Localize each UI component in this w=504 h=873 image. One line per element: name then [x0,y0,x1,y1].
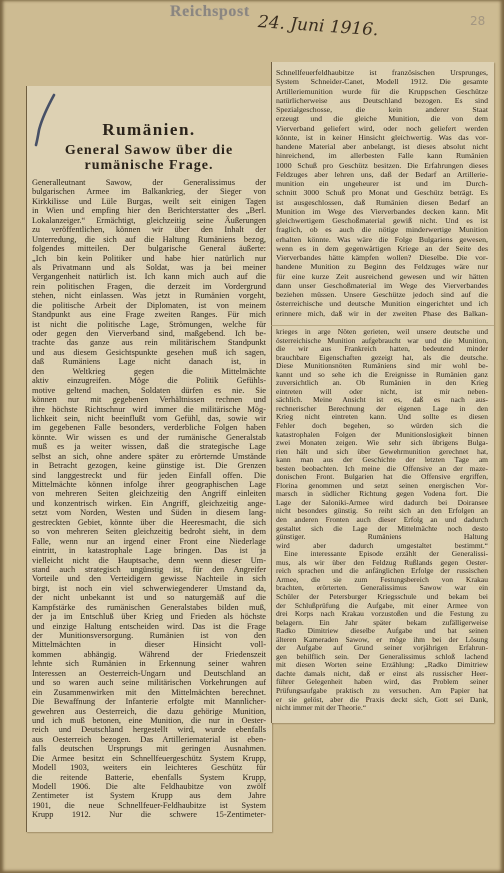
article-text-line: und konzentrisch wirken. Ein Angriff, gleichzeitig ange- [32,498,266,508]
article-text-line: können nur mit gegebenen Verhältnissen rechnen und [32,395,266,405]
article-text-line: vielleicht nicht die Hauptsache, denn wenn dieser Um- [32,555,266,565]
article-text-line: 1000 Schuß pro Geschütz besitzen. Die Erfahrungen dieses [276,160,488,170]
article-text-line: Modell 1903, weiters ein leichteres Geschütz für [32,763,266,773]
article-text-line: österreichische und deutsche Munition eingerichtet und ich [276,299,488,309]
article-text-line: Krupp 1912. Nur die schwere 15-Zentimeter- [32,810,266,820]
article-text-line: lehnte sich Rumänien in Erkennung seiner wahren [32,659,266,669]
article-text-line: fraglich, ob es auch die nötige minderwertige Munition [276,225,488,235]
article-text-line: bulgarischen Armee im Balkankrieg, der Sieger von [32,187,266,197]
article-text-line: er sie gelöst, aber die Praxis deckt sich, Gott sei Dank, [276,695,488,704]
article-text-line: krieges in arge Nöten gerieten, weil unsere deutsche und [276,328,488,336]
newspaper-masthead-stamp: Reichspost [170,3,250,20]
article-text-line: Kampfstärke des rumänischen Generalstabes bilden muß, [32,602,266,612]
article-text-line: Feldzuges aber lehren uns, daß der Bedarf an Artillerie- [276,169,488,179]
article-text-line: österreichische Munition aufgebraucht war und die Munition, [276,336,488,345]
article-title: Rumänien. [102,120,196,139]
article-text-line: in Wien und empfing hier den Berichterstatter des „Berl. [32,206,266,216]
article-text-line: falls deutschen Ursprungs mit geringen Ausnahmen. [32,744,266,754]
article-text-line: in Betracht gezogen, keine günstige ist. Die Grenzen [32,461,266,471]
article-text-line: katastrophalen Folgen der Munitionslosigkeit binnen [276,430,488,439]
article-text-line: natürlicherweise aus Deutschland bezogen. Es sind [276,95,488,105]
article-text-line: erinnere mich, daß wir in der zweiten Phase des Balkan- [276,308,488,318]
article-text-line: wenn es in dem gegenwärtigen Kriege an der Seite des [276,243,488,253]
article-text-line: Lage der Saloniki-Armee wird dadurch bei Doiransee [276,498,488,507]
article-text-line: Vierverbandes hätte kämpfen wollen? Dieselbe. Die vor- [276,253,488,262]
article-text-line: lichkeit sein, nicht beeinflußt vom Gefühl, das, sowie wir [32,413,266,423]
article-text-line: daß Rumäniens Lage nicht danach ist, in [32,357,266,367]
article-text-line: „Ich bin kein Politiker und habe hier natürlich nur [32,253,266,263]
article-text-line: Unterredung, die sich auf die Haltung Rumäniens bezog, [32,234,266,244]
article-text-line: belagern. Ein Jahr später bekam zufälligerweise [276,618,488,627]
article-text-line: gestaltet sich die Lage der Mittelmächte noch desto [276,524,488,533]
article-text-line: der Munitionsversorgung. Rumänien ist von den [32,631,266,640]
article-text-line: mus, als wir über den Feldzug Rußlands gegen Oester- [276,558,488,567]
article-text-line: eintritt, in katastrophale Lage bringen. Das ist ja [32,546,266,556]
article-text-line: Falle, wenn nur an irgend einer Front eine Niederlage [32,536,266,546]
article-text-line: Lokalanzeiger.“ Ermächtigt, gleichzeitig seine Äußerungen [32,215,266,225]
article-text-line: Eine interessante Episode erzählt der Generalissi- [284,550,488,559]
article-text-line: der ja im Entschluß über Krieg und Frieden als höchste [32,612,266,622]
article-text-line: gen behilflich sein. Der Generalissimus schloß lachend [276,652,488,661]
article-text-line: stehen, nicht einlassen. Was jetzt in Rumänien vorgeht, [32,291,266,301]
article-text-line: brachten, erörterten. Generalissimus Sawow war ein [276,584,488,593]
article-text-line: Mittelmächten in dieser Hinsicht voll- [32,640,266,650]
article-text-line: den anderen Fronten auch dieser Erfolg an und dadurch [276,516,488,525]
article-text-line: zuversichtlich an. Ob Rumänien in den Krieg [276,379,488,388]
article-text-line: eintreten will oder nicht, ist mir neben- [276,387,488,396]
article-text-line: motive geltend machen, Soldaten dürfen es nie. Sie [32,385,266,395]
article-text-line: günstiger. Rumäniens Haltung [276,533,488,542]
article-text-line: führer Gelegenheit haben wird, das Problem seiner [276,678,488,687]
article-text-line: von mehreren Seiten gleichzeitig den Angriff einleiten [32,489,266,499]
article-text-line: reich sprachen und die anfänglichen Erfolge der russischen [276,567,488,576]
handwritten-date: 24. Juni 1916. [257,12,380,41]
article-text-line: Die Bewaffnung der Infanterie erfolgte mit Mannlicher- [32,697,266,707]
article-text-line: trachte das ganze aus rein militärischem Standpunkt [32,338,266,348]
article-text-line: rechnerischer Berechnung der eigenen Lage in den [276,404,488,413]
article-column-3 [276,328,488,713]
article-text-line: oder gegen den Vierverband sind, maßgebend. Ich be- [32,329,266,338]
article-column-1 [32,178,266,820]
article-text-line: im gegebenen Falle besonders, verderbliche Folgen haben [32,423,266,433]
article-text-line: reich und Deutschland hergestellt wird, wurde ebenfalls [32,725,266,735]
article-text-line: besten beobachten. Ich meine die Offensive an der maze- [276,464,488,473]
article-text-line: munition ein ungeheurer ist und im Durch- [276,179,488,188]
article-text-line: kommen abhängig. Während der Friedenszeit [32,649,266,659]
article-text-line: die wir aus Frankreich hatten, bedeutend minder [276,345,488,354]
article-text-line: so von mehreren Seiten gleichzeitig bedroht sieht, in dem [32,527,266,537]
article-text-line: brauchbare Eigenschaften gezeigt hat, als die deutsche. [276,353,488,362]
article-text-line: System Schneider-Canet, Modell 1912. Die gesamte [276,77,488,87]
page-number: 28 [470,14,486,28]
article-text-line: Artilleriemunition wurde für die Kruppschen Geschütze [276,86,488,96]
article-text-line: zwei Monaten zeigen. Wie sehr sich übrigens Bulga- [276,439,488,448]
article-column-2 [276,68,488,318]
article-text-line: Prüfungsaufgabe praktisch zu versuchen. Am Papier hat [276,686,488,695]
article-text-line: Modell 1906. Die alte Feldhaubitze von zwölf [32,782,266,791]
article-text-line: donischen Front. Bulgarien hat die Offensive ergriffen, [276,473,488,482]
article-subtitle: General Sawow über die [64,143,234,158]
article-text-line: sind langgestreckt und für jeden Einfall offen. Die [32,470,266,480]
article-text-line: dachte damals nicht, daß er einst als russischer Heer- [276,669,488,678]
article-text-line: ein Zusammenwirken mit den Mittelmächten berechnet. [32,687,266,697]
article-text-line: die reitende Batterie, ebenfalls System Krupp, [32,772,266,782]
article-text-line: rien hält und sich über Gewehrmunition gerechnet hat, [276,447,488,456]
article-text-line: Fehler doch begehen, so würden sich die [276,422,488,431]
article-text-line: Mittelmächte können infolge ihrer geographischen Lage [32,480,266,489]
article-text-line: stand auch strategisch ungünstig ist, für den Angreifer [32,564,266,574]
article-text-line: nicht immer mit der Theorie.“ [276,704,367,713]
article-text-line: erhalten könnte. Was wäre die Folge Bulgariens gewesen, [276,234,488,244]
article-text-line: marsch in südlicher Richtung gegen Vodena fort. Die [276,490,488,499]
article-text-line: gleichwertigem Geschoßmaterial gewiß nicht. Und es ist [276,216,488,225]
article-text-line: beziehen müssen. Unsere Geschütze jedoch sind auf die [276,290,488,299]
article-text-line: der Aufgabe auf Grund seiner vorjährigen Erfahrun- [276,644,488,653]
article-text-line: den Weltkrieg gegen die Mittelmächte [32,366,266,376]
article-text-line: und ich muß betonen, eine Munition, die nur in Oester- [32,715,266,725]
article-text-line: älteren Kameraden Sawow, er möge ihm bei der Lösung [276,635,488,644]
article-text-line: wird aber dadurch umgestaltet bestimmt.“ [276,541,488,550]
article-text-line: als Privatmann und als Soldat, was ja bei meiner [32,262,266,272]
article-text-line: Spezialgeschosse, die kein anderer Staat [276,105,488,114]
article-text-line: Armee, die sie zum Festungsbereich von Krakau [276,575,488,584]
article-text-line: schnitt 3000 Schuß pro Monat und Geschütz beträgt. Es [276,188,488,198]
article-text-line: Florina genommen und setzt seinen energischen Vor- [276,481,488,490]
article-text-line: Diese Munitionsnöten Rumäniens sind mir wohl be- [276,362,488,371]
article-text-line: Krieg nicht eintreten kann. Und sollte es diesen [276,413,488,422]
article-text-line: der nicht unbekannt ist und so naturgemäß auf die [32,593,266,603]
article-text-line: und aus diesem Gesichtspunkte gesehen muß ich sagen, [32,347,266,357]
article-text-line: sächlich. Meine Ansicht ist es, daß es nach aus- [276,396,488,405]
article-text-line: aktiv einzugreifen. Möge die Politik Gefühls- [32,376,266,386]
article-text-line: könnte, ist in keiner Hinsicht gleichwertig. Was das vor- [276,132,488,142]
article-text-line: rein politischen Fragen, die derzeit im Vordergrund [32,281,266,291]
article-text-line: dann unser Geschoßmaterial im Wege des Vierverbandes [276,280,488,290]
article-text-line: kannt und so sehe ich die Ereignisse in Rumänien ganz [276,370,488,379]
article-text-line: Die Armee besitzt ein Schnellfeuergeschütz System Krupp, [32,753,266,763]
article-text-line: erzeugt und die gleiche Munition, die von dem [276,114,488,124]
article-text-line: ist nicht die politische Lage, Strömungen, welche für [32,319,266,329]
article-text-line: birgt, ist noch ein viel schwerwiegenderer Umstand da, [32,583,266,593]
article-text-line: kann man aus der Geschichte der letzten Tage am [276,456,488,465]
article-text-line: der Schlußprüfung die Aufgabe, mit einer Armee von [276,601,488,610]
article-text-line: Interessen an Oesterreich-Ungarn und Deutschland an [32,668,266,678]
article-text-line: aus Oesterreich bezogen. Das Artilleriematerial ist eben- [32,734,266,744]
article-text-line: gestreckten Gebiet, könnte über die Heeresmacht, die sich [32,517,266,527]
article-text-line: für eine kurze Zeit ausreichend gewesen und wir hätten [276,271,488,281]
article-text-line: ist ausgeschlossen, daß Rumänien diesen Bedarf an [276,197,488,207]
article-text-line: die politische Arbeit der Diplomaten, ist von meinem [32,300,266,310]
article-text-line: setzt vom Norden, Westen und Süden in diesem lang- [32,508,266,518]
article-text-line: hinreichend, im allerbesten Falle kann Rumänien [276,151,488,161]
article-text-line: Vergangenheit natürlich ist. Ich kann mich auch auf die [32,272,266,282]
article-text-line: handene Material aber anbelangt, ist dieses absolut nicht [276,142,488,151]
article-text-line: muß es ja weiter wissen, daß die strategische Lage [32,442,266,452]
article-text-line: Schnellfeuerfeldhaubitze ist französischen Ursprunges, [276,68,488,77]
article-text-line: und einzige Haltung entscheiden wird. Das ist die Frage [32,621,266,631]
article-text-line: ihre höchste Richtschnur wird immer die militärische Mög- [32,404,266,414]
article-text-line: und so waren auch seine militärischen Vorkehrungen auf [32,678,266,688]
article-text-line: handene Munition zu Beginn des Feldzuges wäre nur [276,262,488,272]
article-text-line: könnte. Wir wissen es und der rumänische Generalstab [32,432,266,442]
article-text-line: mit diesen Worten seine Erzählung: „Radko Dimitriew [276,661,488,670]
article-subtitle: rumänische Frage. [84,158,214,173]
article-text-line: Radko Dimitriew dieselbe Aufgabe und bat seinen [276,627,488,636]
article-text-line: drei Korps nach Krakau vorzustoßen und die Festung zu [276,610,488,619]
article-text-line: Schüler der Petersburger Kriegsschule und bekam bei [276,592,488,601]
article-text-line: zu veröffentlichen, können wir über den Inhalt der [32,225,266,235]
article-text-line: 1901, die neue Schnellfeuer-Feldhaubitze ist System [32,800,266,810]
article-text-line: Zentimeter ist System Krupp aus dem Jahre [32,791,266,801]
article-text-line: folgendes mitteilen. Der bulgarische General äußerte: [32,244,266,254]
article-text-line: Kirkkilisse und Lüle Burgas, weilt seit einigen Tagen [32,196,266,206]
article-text-line: Generalleutnant Sawow, der Generalissimus der [32,178,266,187]
article-text-line: Vorteile und den Verteidigern gewisse Nachteile in sich [32,574,266,584]
article-text-line: nicht besonders günstig. So reiht sich an den Erfolgen an [276,507,488,516]
article-text-line: Standpunkt aus eine Frage zweiten Ranges. Für mich [32,310,266,320]
article-text-line: selbst an sich, ohne andere später zu erörternde Umstände [32,451,266,461]
article-text-line: Munition im Wege des Vierverbandes decken kann. Mit [276,206,488,216]
article-text-line: gewehren aus Oesterreich, die dazu gehörige Munition, [32,706,266,716]
article-text-line: Vierverband geliefert wird, oder noch geliefert werden [276,123,488,133]
